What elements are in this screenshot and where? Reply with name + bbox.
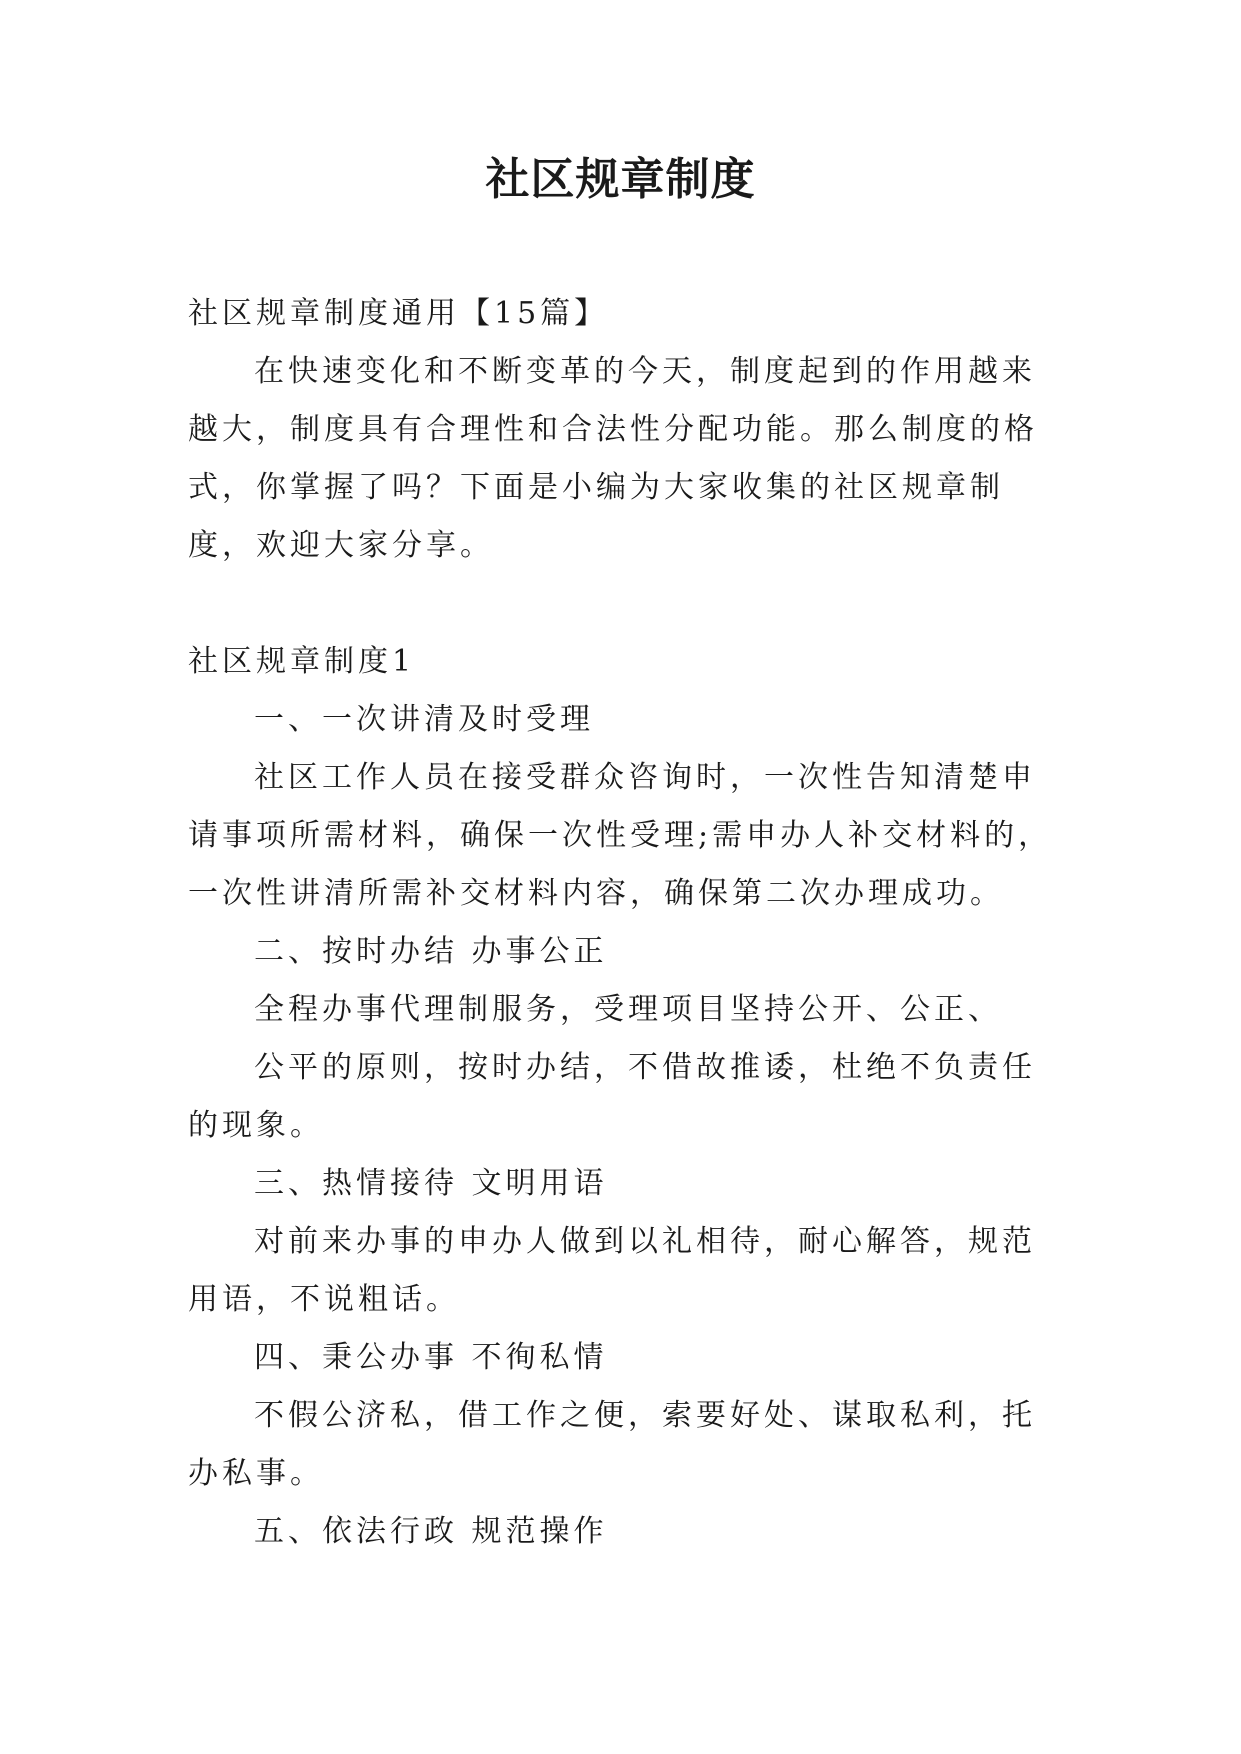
item-heading: 二、按时办结 办事公正	[254, 934, 608, 969]
document-body	[188, 285, 1068, 1561]
item-paragraph: 公平的原则，按时办结，不借故推诿，杜绝不负责任的现象。	[188, 1050, 1036, 1143]
item-heading: 五、依法行政 规范操作	[254, 1514, 608, 1549]
item-paragraph: 不假公济私，借工作之便，索要好处、谋取私利，托办私事。	[188, 1398, 1036, 1491]
item-paragraph: 对前来办事的申办人做到以礼相待，耐心解答，规范用语，不说粗话。	[188, 1224, 1036, 1317]
section-heading: 社区规章制度1	[188, 644, 416, 679]
item-heading: 三、热情接待 文明用语	[254, 1166, 608, 1201]
item-paragraph: 社区工作人员在接受群众咨询时，一次性告知清楚申请事项所需材料，确保一次性受理;需申办人补交材料的，一次性讲清所需补交材料内容，确保第二次办理成功。	[188, 760, 1053, 911]
item-heading: 一、一次讲清及时受理	[254, 702, 594, 737]
item-heading: 四、秉公办事 不徇私情	[254, 1340, 608, 1375]
document-subtitle: 社区规章制度通用【15篇】	[188, 296, 609, 331]
intro-paragraph: 在快速变化和不断变革的今天，制度起到的作用越来越大，制度具有合理性和合法性分配功能。那么制度的格式，你掌握了吗？下面是小编为大家收集的社区规章制度，欢迎大家分享。	[188, 354, 1038, 563]
document-title: 社区规章制度	[485, 154, 756, 205]
item-paragraph: 全程办事代理制服务，受理项目坚持公开、公正、	[254, 992, 1002, 1027]
